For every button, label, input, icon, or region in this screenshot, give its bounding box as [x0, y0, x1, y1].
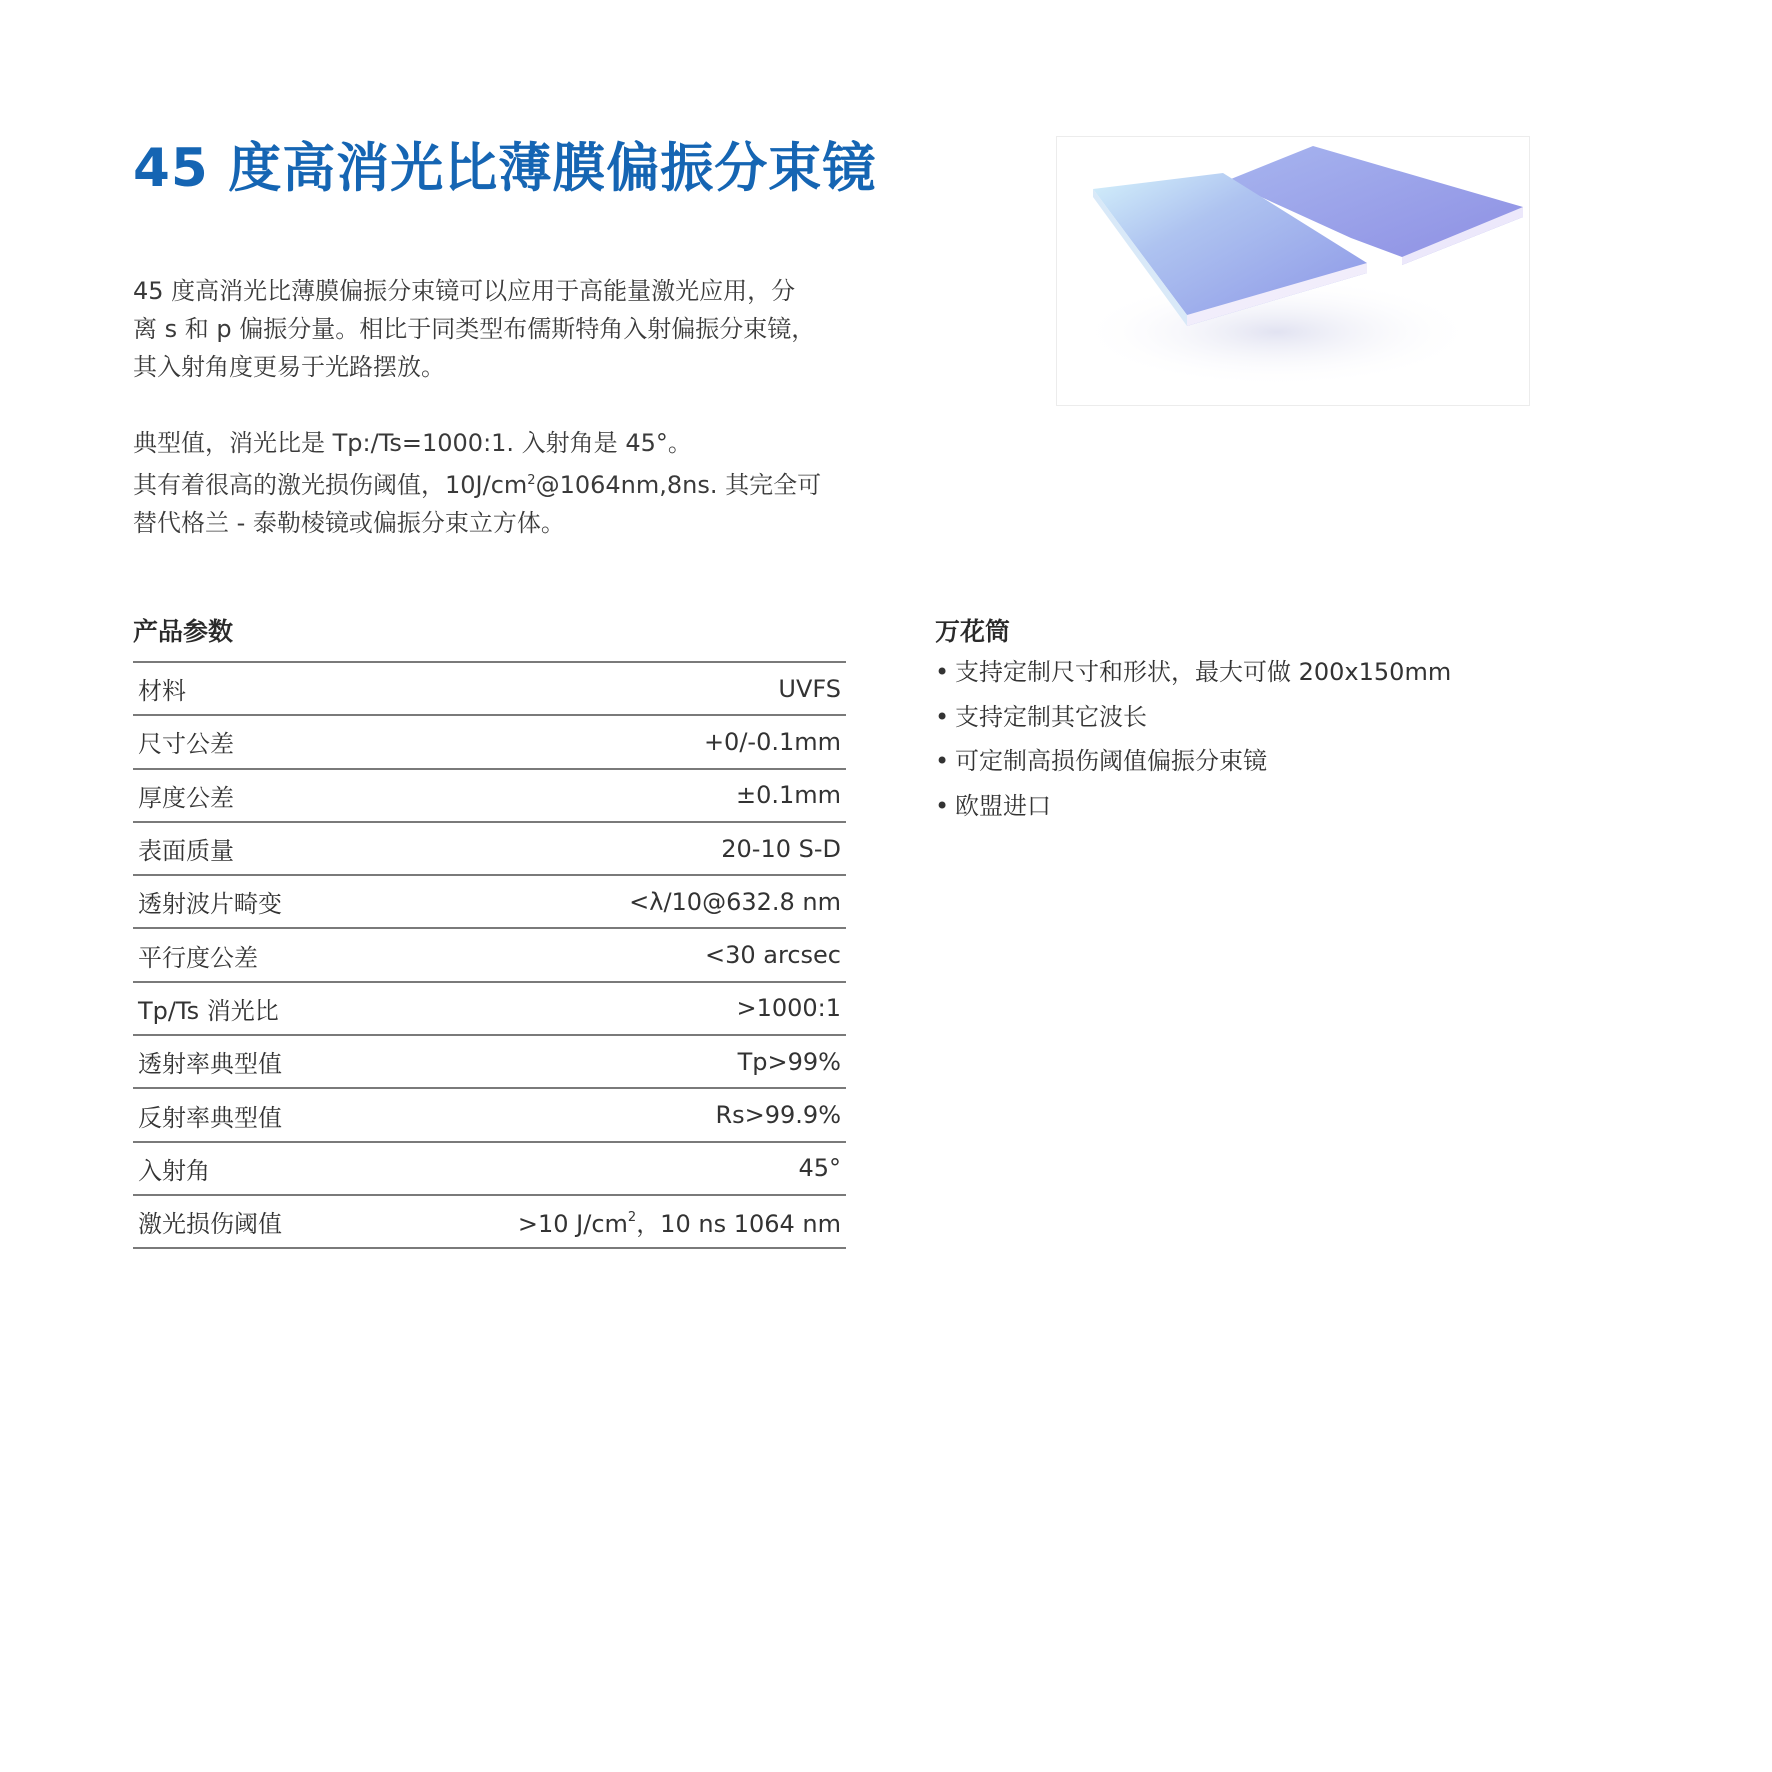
intro-text — [133, 272, 873, 542]
table-row — [133, 1142, 846, 1195]
table-row — [133, 875, 846, 928]
list-item-text: 欧盟进口 — [955, 791, 1051, 820]
bullet-icon: • — [935, 702, 950, 731]
spec-label: 厚度公差 — [133, 769, 358, 822]
paragraph-gap — [133, 386, 873, 424]
intro-line: 替代格兰 - 泰勒棱镜或偏振分束立方体。 — [133, 509, 565, 537]
list-item — [935, 784, 1451, 829]
bullet-icon: • — [935, 747, 950, 775]
spec-value: Tp>99% — [358, 1035, 846, 1088]
spec-value — [358, 1195, 846, 1248]
list-item-text: 支持定制其它波长 — [955, 702, 1147, 731]
intro-line: 45 度高消光比薄膜偏振分束镜可以应用于高能量激光应用，分 — [133, 277, 796, 305]
superscript: 2 — [627, 1210, 637, 1226]
bullet-icon: • — [935, 791, 950, 820]
product-image — [1056, 136, 1530, 406]
table-row — [133, 1088, 846, 1141]
spec-value: >1000:1 — [358, 982, 846, 1035]
list-item — [935, 695, 1451, 740]
custom-options-list — [935, 650, 1451, 828]
table-row — [133, 982, 846, 1035]
spec-value-part: ，10 ns 1064 nm — [636, 1210, 841, 1239]
custom-heading: 万花筒 — [935, 617, 1011, 646]
list-item-text: 支持定制尺寸和形状，最大可做 200x150mm — [955, 658, 1452, 686]
spec-label: 透射波片畸变 — [133, 875, 358, 928]
spec-value: 45° — [358, 1142, 846, 1195]
spec-label: 激光损伤阈值 — [133, 1195, 358, 1248]
intro-line: 离 s 和 p 偏振分量。相比于同类型布儒斯特角入射偏振分束镜， — [133, 315, 816, 343]
table-row — [133, 715, 846, 768]
table-row — [133, 822, 846, 875]
spec-value: <30 arcsec — [358, 928, 846, 981]
superscript: 2 — [527, 473, 536, 488]
table-row — [133, 662, 846, 715]
spec-value-part: >10 J/cm — [517, 1210, 628, 1239]
spec-value: <λ/10@632.8 nm — [358, 875, 846, 928]
spec-label: 表面质量 — [133, 822, 358, 875]
intro-line: 典型值，消光比是 Tp:/Ts=1000:1. 入射角是 45°。 — [133, 429, 692, 457]
intro-text-part: 其有着很高的激光损伤阈值，10J/cm — [133, 471, 528, 499]
spec-value: UVFS — [358, 662, 846, 715]
table-row — [133, 1035, 846, 1088]
intro-text-part: @1064nm,8ns. 其完全可 — [535, 471, 822, 499]
params-heading: 产品参数 — [133, 617, 234, 646]
table-row — [133, 1195, 846, 1248]
intro-line — [133, 462, 873, 504]
beam-splitter-plates-illustration — [1057, 137, 1529, 405]
table-row — [133, 769, 846, 822]
spec-label: 反射率典型值 — [133, 1088, 358, 1141]
spec-label: 尺寸公差 — [133, 715, 358, 768]
spec-value: 20-10 S-D — [358, 822, 846, 875]
table-row — [133, 928, 846, 981]
spec-label: Tp/Ts 消光比 — [133, 982, 358, 1035]
spec-label: 平行度公差 — [133, 928, 358, 981]
spec-value: ±0.1mm — [358, 769, 846, 822]
spec-table — [133, 661, 846, 1249]
intro-line: 其入射角度更易于光路摆放。 — [133, 353, 445, 381]
list-item — [935, 650, 1451, 695]
list-item — [935, 739, 1451, 784]
list-item-text: 可定制高损伤阈值偏振分束镜 — [955, 747, 1267, 775]
spec-label: 透射率典型值 — [133, 1035, 358, 1088]
spec-label: 入射角 — [133, 1142, 358, 1195]
spec-label: 材料 — [133, 662, 358, 715]
bullet-icon: • — [935, 658, 950, 686]
page-title: 45 度高消光比薄膜偏振分束镜 — [133, 138, 877, 199]
spec-value: Rs>99.9% — [358, 1088, 846, 1141]
spec-value: +0/-0.1mm — [358, 715, 846, 768]
